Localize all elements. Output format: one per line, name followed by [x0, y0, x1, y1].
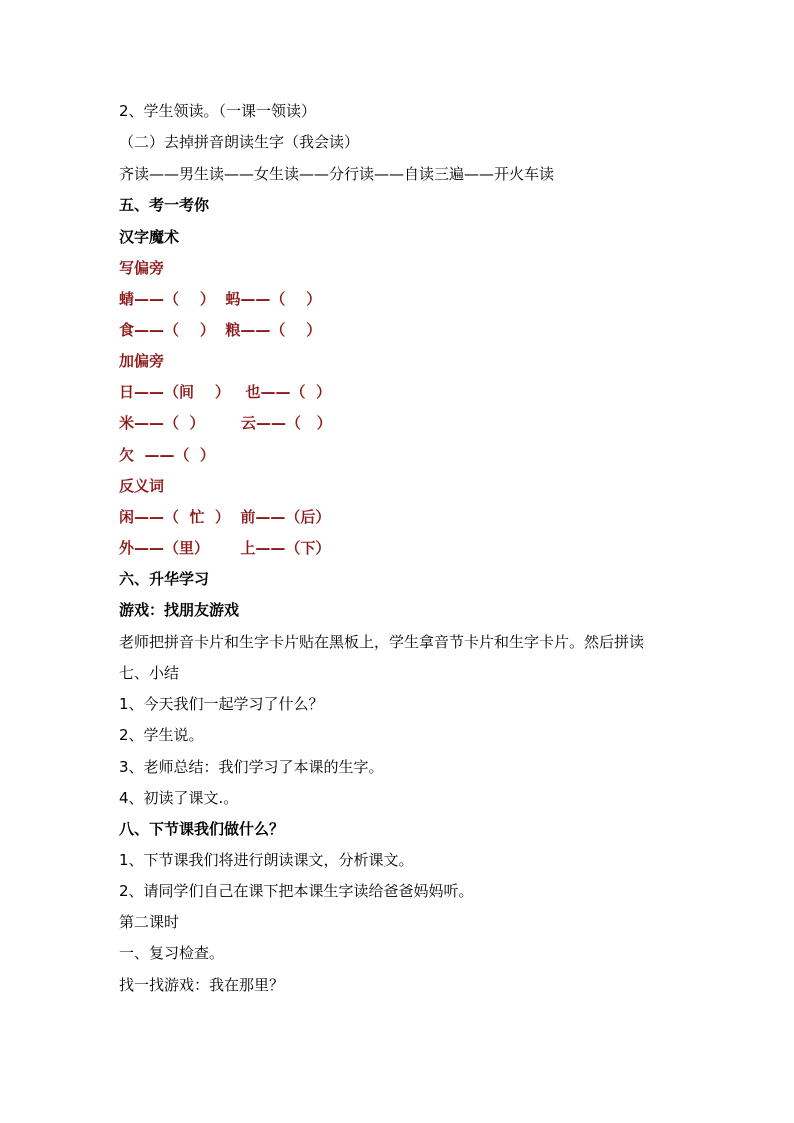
exercise-title-write-radical: 写偏旁	[119, 259, 165, 277]
line-read-without-pinyin: （二）去掉拼音朗读生字（我会读）	[119, 133, 360, 151]
list-item: 3、老师总结：我们学习了本课的生字。	[119, 758, 384, 776]
section-heading-next-lesson: 八、下节课我们做什么？	[119, 820, 285, 838]
list-item: 4、初读了课文.。	[119, 789, 239, 807]
list-item: 1、今天我们一起学习了什么？	[119, 695, 324, 713]
exercise-line: 外——（里） 上——（下）	[119, 539, 331, 557]
section-heading-sublimation: 六、升华学习	[119, 570, 210, 588]
subheading-character-magic: 汉字魔术	[119, 228, 180, 246]
line-reading-sequence: 齐读——男生读——女生读——分行读——自读三遍——开火车读	[119, 165, 555, 183]
exercise-line: 食——（ ） 粮——（ ）	[119, 321, 322, 339]
exercise-line: 欠 ——（ ）	[119, 446, 215, 464]
game-description: 老师把拼音卡片和生字卡片贴在黑板上，学生拿音节卡片和生字卡片。然后拼读	[119, 633, 645, 651]
second-lesson-heading: 第二课时	[119, 913, 180, 931]
section-heading-review: 一、复习检查。	[119, 944, 225, 962]
exercise-line: 米——（ ） 云——（ ）	[119, 414, 332, 432]
list-item: 2、请同学们自己在课下把本课生字读给爸爸妈妈听。	[119, 882, 474, 900]
list-item: 1、下节课我们将进行朗读课文，分析课文。	[119, 851, 414, 869]
section-heading-test: 五、考一考你	[119, 196, 210, 214]
exercise-line: 闲——（ 忙 ） 前——（后）	[119, 508, 331, 526]
subheading-find-friends-game: 游戏：找朋友游戏	[119, 601, 240, 619]
section-heading-summary: 七、小结	[119, 664, 180, 682]
line-lead-reading: 2、学生领读。（一课一领读）	[119, 102, 317, 120]
exercise-title-add-radical: 加偏旁	[119, 352, 165, 370]
find-game-line: 找一找游戏：我在那里？	[119, 976, 285, 994]
exercise-line: 日——（间 ） 也——（ ）	[119, 383, 332, 401]
exercise-title-antonyms: 反义词	[119, 477, 165, 495]
exercise-line: 蜻——（ ） 蚂——（ ）	[119, 290, 322, 308]
list-item: 2、学生说。	[119, 726, 204, 744]
